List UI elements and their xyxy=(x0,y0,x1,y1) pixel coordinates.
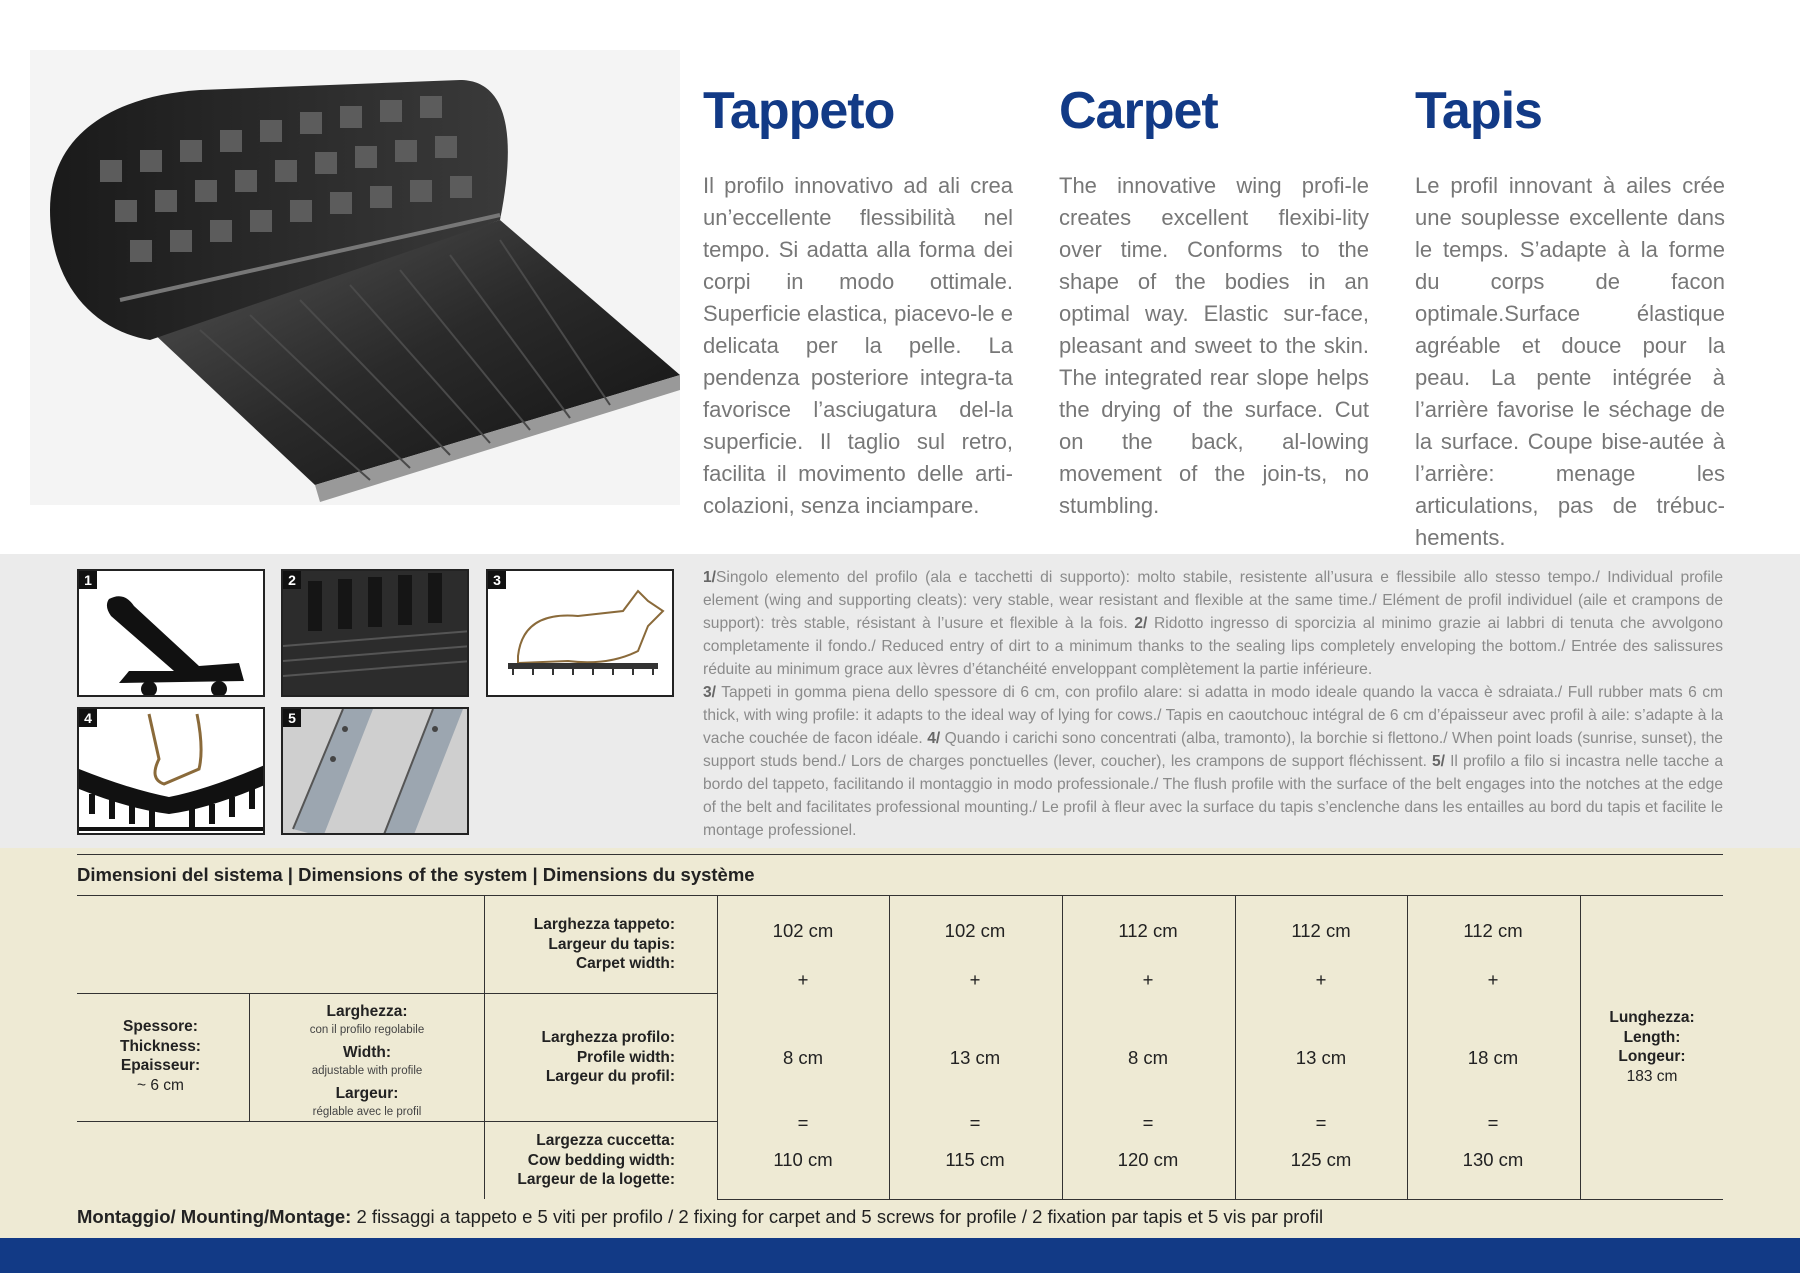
table-rule xyxy=(77,895,1723,896)
label-line: Largeur du tapis: xyxy=(548,935,675,953)
profile-width-label xyxy=(490,1028,675,1087)
equals-sign: = xyxy=(969,1112,981,1133)
label-line: Largeur du profil: xyxy=(545,1068,675,1085)
table-rule xyxy=(77,993,717,994)
label-line: Length: xyxy=(1623,1028,1681,1046)
caption-text: Ridotto ingresso di sporcizia al minimo grazie ai labbri di tenuta che avvolgono completamente il fondo./ Reduced entry of dirt to a minimum thanks to the sealing lips completely enveloping the bottom./ Entrée des salissures réduite au minimum grace aux lèvres d’étanchéité enveloppant complètement la partie inférieure. xyxy=(703,615,1723,678)
detail-captions xyxy=(703,566,1723,842)
label-line: Cow bedding width: xyxy=(527,1151,675,1169)
mounting-text: 2 fissaggi a tappeto e 5 viti per profilo / 2 fixing for carpet and 5 screws for profile / 2 fixation par tapis et 5 vis par profil xyxy=(351,1206,1324,1227)
thumb-number: 3 xyxy=(488,571,506,589)
profile-width-value: 8 cm xyxy=(782,1047,824,1068)
thumb-number: 4 xyxy=(79,709,97,727)
carpet-width-label xyxy=(490,915,675,974)
thickness-value: ~ 6 cm xyxy=(137,1076,184,1094)
column-french xyxy=(1415,80,1725,554)
label-line: Longeur: xyxy=(1618,1048,1686,1065)
column-text-english: The innovative wing profi-le creates excellent flexibi-lity over time. Conforms to the shape of the bodies in an optimal way. Elastic sur-face, pleasant and sweet to the skin. The integrated rear slope helps the drying of the surface. Cut on the back, al-lowing movement of the join-ts, no stumbling. xyxy=(1059,173,1369,518)
column-title-tappeto: Tappeto xyxy=(703,82,895,140)
caption-text: Tappeti in gomma piena dello spessore di 6 cm, con profilo alare: si adatta in modo ideale quando la vacca è sdraiata./ Full rubber mats 6 cm thick, with wing profile: it adapts to the ideal way of lying for cows./ Tapis en caoutchouc intégral de 6 cm d’épaisseur avec profil à aile: s’adapte à la vache couchée de facon idéale. xyxy=(703,684,1723,747)
plus-sign: + xyxy=(1487,969,1499,990)
carpet-width-value: 112 cm xyxy=(1291,920,1351,941)
equals-sign: = xyxy=(1142,1112,1154,1133)
caption-number: 3/ xyxy=(703,684,717,701)
label-line: Largeur de la logette: xyxy=(517,1171,675,1188)
thumb-number: 2 xyxy=(283,571,301,589)
carpet-width-value: 102 cm xyxy=(944,920,1006,941)
thumb-lying-cow xyxy=(486,569,674,697)
plus-sign: + xyxy=(969,969,981,990)
profile-width-value: 13 cm xyxy=(949,1047,1001,1068)
thickness-cell xyxy=(78,1017,243,1095)
length-cell xyxy=(1580,1008,1724,1086)
thumb-flush-profile xyxy=(281,707,469,835)
column-text-italian: Il profilo innovativo ad ali crea un’eccellente flessibilità nel tempo. Si adatta alla forma dei corpi in modo ottimale. Superficie elastica, piacevo-le e delicata per la pelle. La pendenza posteriore integra-ta favorisce l’asciugatura del-la superficie. Il taglio sul retro, facilita il movimento delle arti-colazioni, senza inciampare. xyxy=(703,173,1013,518)
column-text-french: Le profil innovant à ailes crée une souplesse excellente dans le temps. S’adapte à la forme du corps de facon optimale.Surface élastique agréable et douce pour la peau. La pente intégrée à l’arrière favorise le séchage de la surface. Coupe bise-autée à l’arrière: menage les articulations, pas de trébuc-hements. xyxy=(1415,173,1725,550)
table-rule xyxy=(717,1199,1723,1200)
carpet-product-image xyxy=(30,50,680,505)
dimensions-title: Dimensioni del sistema | Dimensions of the system | Dimensions du système xyxy=(77,864,755,885)
profile-width-value: 8 cm xyxy=(1127,1047,1169,1068)
plus-sign: + xyxy=(797,969,809,990)
label-note: con il profilo regolabile xyxy=(309,1024,425,1036)
plus-sign: + xyxy=(1142,969,1154,990)
label-line: Thickness: xyxy=(120,1037,201,1055)
label-line: Lunghezza: xyxy=(1609,1009,1695,1026)
bedding-width-value: 120 cm xyxy=(1117,1149,1179,1170)
equals-sign: = xyxy=(797,1112,809,1133)
caption-number: 4/ xyxy=(927,730,941,747)
thumb-number: 5 xyxy=(283,709,301,727)
bedding-width-value: 115 cm xyxy=(945,1149,1005,1170)
thumb-point-load xyxy=(77,707,265,835)
label-note: adjustable with profile xyxy=(311,1065,423,1077)
profile-width-value: 18 cm xyxy=(1467,1047,1519,1068)
label-line: Carpet width: xyxy=(575,955,675,972)
label-line: Larghezza tappeto: xyxy=(533,916,675,933)
table-rule xyxy=(77,854,1723,855)
label-line: Largeur: xyxy=(335,1085,399,1102)
plus-sign: + xyxy=(1315,969,1327,990)
thumb-sealing-lips xyxy=(281,569,469,697)
label-line: Profile width: xyxy=(576,1048,675,1066)
label-line: Larghezza profilo: xyxy=(541,1029,675,1046)
footer-bar xyxy=(0,1238,1800,1273)
label-line: Spessore: xyxy=(123,1018,198,1035)
label-line: Largezza cuccetta: xyxy=(536,1132,675,1149)
carpet-width-value: 112 cm xyxy=(1118,920,1178,941)
column-english xyxy=(1059,80,1369,522)
label-line: Larghezza: xyxy=(326,1003,408,1020)
bedding-width-label xyxy=(490,1131,675,1190)
caption-text: Quando i carichi sono concentrati (alba, tramonto), la borchie si flettono./ When point loads (sunrise, sunset), the support studs bend./ Lors de charges ponctuelles (lever, coucher), les crampons de support fléchissent. xyxy=(703,730,1723,770)
profile-width-value: 13 cm xyxy=(1295,1047,1347,1068)
label-line: Width: xyxy=(342,1044,392,1061)
bedding-width-value: 110 cm xyxy=(773,1149,833,1170)
carpet-width-value: 102 cm xyxy=(772,920,834,941)
column-title-carpet: Carpet xyxy=(1059,82,1218,140)
equals-sign: = xyxy=(1487,1112,1499,1133)
caption-text: Singolo elemento del profilo (ala e tacchetti di supporto): molto stabile, resistente all’usura e flessibile allo stesso tempo./ Individual profile element (wing and supporting cleats): very stable, wear resistant and flexible at the same time./ Elément de profil individuel (aile et crampons de support): très stable, résistant à l’usure et flexible à la fois. xyxy=(703,569,1723,632)
caption-number: 2/ xyxy=(1134,615,1148,632)
length-value: 183 cm xyxy=(1626,1067,1678,1085)
equals-sign: = xyxy=(1315,1112,1327,1133)
caption-number: 5/ xyxy=(1431,753,1445,770)
caption-number: 1/ xyxy=(703,569,717,586)
label-note: réglable avec le profil xyxy=(312,1106,422,1118)
bedding-width-value: 125 cm xyxy=(1290,1149,1352,1170)
width-cell xyxy=(250,1002,484,1122)
carpet-width-value: 112 cm xyxy=(1463,920,1523,941)
bedding-width-value: 130 cm xyxy=(1462,1149,1524,1170)
column-italian xyxy=(703,80,1013,522)
table-divider xyxy=(484,895,485,1199)
column-title-tapis: Tapis xyxy=(1415,82,1542,140)
label-line: Epaisseur: xyxy=(120,1057,201,1074)
thumb-profile-element xyxy=(77,569,265,697)
mounting-label: Montaggio/ Mounting/Montage: xyxy=(77,1206,352,1227)
caption-text: Il profilo a filo si incastra nelle tacche a bordo del tappeto, facilitando il montaggio in modo professionale./ The flush profile with the surface of the belt engages into the notches at the edge of the belt and facilitates professional mounting./ Le profil à fleur avec la surface du tapis s’enclenche dans les entailles au bord du tapis et facilite le montage professionel. xyxy=(703,753,1723,839)
thumb-number: 1 xyxy=(79,571,97,589)
mounting-note xyxy=(77,1206,1323,1228)
